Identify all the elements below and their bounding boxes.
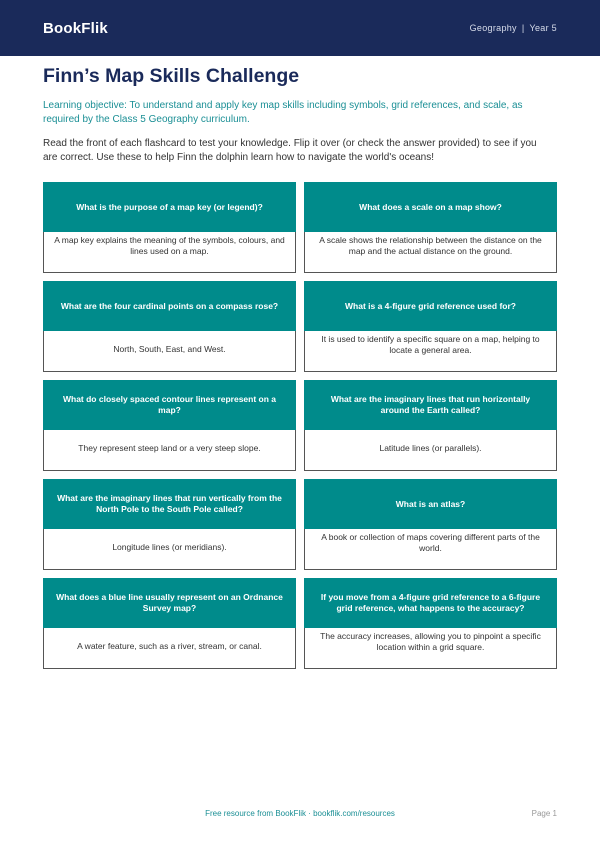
flashcard-answer: Latitude lines (or parallels). — [304, 430, 557, 471]
flashcard[interactable] — [304, 380, 557, 471]
flashcard-question[interactable]: If you move from a 4-figure grid reference to a 6-figure grid reference, what happens to the accuracy? — [304, 578, 557, 628]
flashcard[interactable] — [43, 578, 296, 669]
year-label: Year 5 — [529, 23, 557, 33]
flashcard-answer: A scale shows the relationship between the distance on the map and the actual distance on the ground. — [304, 232, 557, 273]
flashcard-answer: A map key explains the meaning of the symbols, colours, and lines used on a map. — [43, 232, 296, 273]
flashcard[interactable] — [43, 281, 296, 372]
page-title: Finn’s Map Skills Challenge — [43, 65, 300, 87]
flashcard[interactable] — [304, 281, 557, 372]
flashcard-answer: North, South, East, and West. — [43, 331, 296, 372]
flashcard-answer: Longitude lines (or meridians). — [43, 529, 296, 570]
brand-logo[interactable]: BookFlik — [43, 19, 108, 37]
flashcard-question[interactable]: What are the imaginary lines that run horizontally around the Earth called? — [304, 380, 557, 430]
flashcard-question[interactable]: What does a blue line usually represent on an Ordnance Survey map? — [43, 578, 296, 628]
flashcard[interactable] — [43, 380, 296, 471]
flashcard-answer: A water feature, such as a river, stream, or canal. — [43, 628, 296, 669]
flashcard-grid — [43, 182, 557, 669]
meta-separator: | — [521, 23, 525, 33]
intro-text: Read the front of each flashcard to test your knowledge. Flip it over (or check the answer provided) to see if you are correct. Use these to help Finn the dolphin learn how to navigate the world's oceans! — [43, 138, 537, 163]
flashcard[interactable] — [304, 182, 557, 273]
flashcard[interactable] — [304, 479, 557, 570]
flashcard-question[interactable]: What do closely spaced contour lines represent on a map? — [43, 380, 296, 430]
flashcard[interactable] — [43, 182, 296, 273]
flashcard[interactable] — [304, 578, 557, 669]
subject-label: Geography — [469, 23, 517, 33]
header-meta — [470, 23, 557, 33]
flashcard-answer: A book or collection of maps covering different parts of the world. — [304, 529, 557, 570]
flashcard-question[interactable]: What is a 4-figure grid reference used for? — [304, 281, 557, 331]
page-number: Page 1 — [531, 809, 557, 818]
flashcard-answer: It is used to identify a specific square on a map, helping to locate a general area. — [304, 331, 557, 372]
learning-objective: Learning objective: To understand and apply key map skills including symbols, grid references, and scale, as required by the Class 5 Geography curriculum. — [43, 100, 523, 125]
footer-resource-link[interactable]: Free resource from BookFlik · bookflik.com/resources — [205, 809, 395, 818]
flashcard-question[interactable]: What are the imaginary lines that run vertically from the North Pole to the South Pole called? — [43, 479, 296, 529]
flashcard-question[interactable]: What is the purpose of a map key (or legend)? — [43, 182, 296, 232]
flashcard-question[interactable]: What does a scale on a map show? — [304, 182, 557, 232]
page-header — [0, 0, 600, 56]
flashcard[interactable] — [43, 479, 296, 570]
flashcard-question[interactable]: What is an atlas? — [304, 479, 557, 529]
flashcard-answer: They represent steep land or a very steep slope. — [43, 430, 296, 471]
flashcard-answer: The accuracy increases, allowing you to pinpoint a specific location within a grid square. — [304, 628, 557, 669]
flashcard-question[interactable]: What are the four cardinal points on a compass rose? — [43, 281, 296, 331]
